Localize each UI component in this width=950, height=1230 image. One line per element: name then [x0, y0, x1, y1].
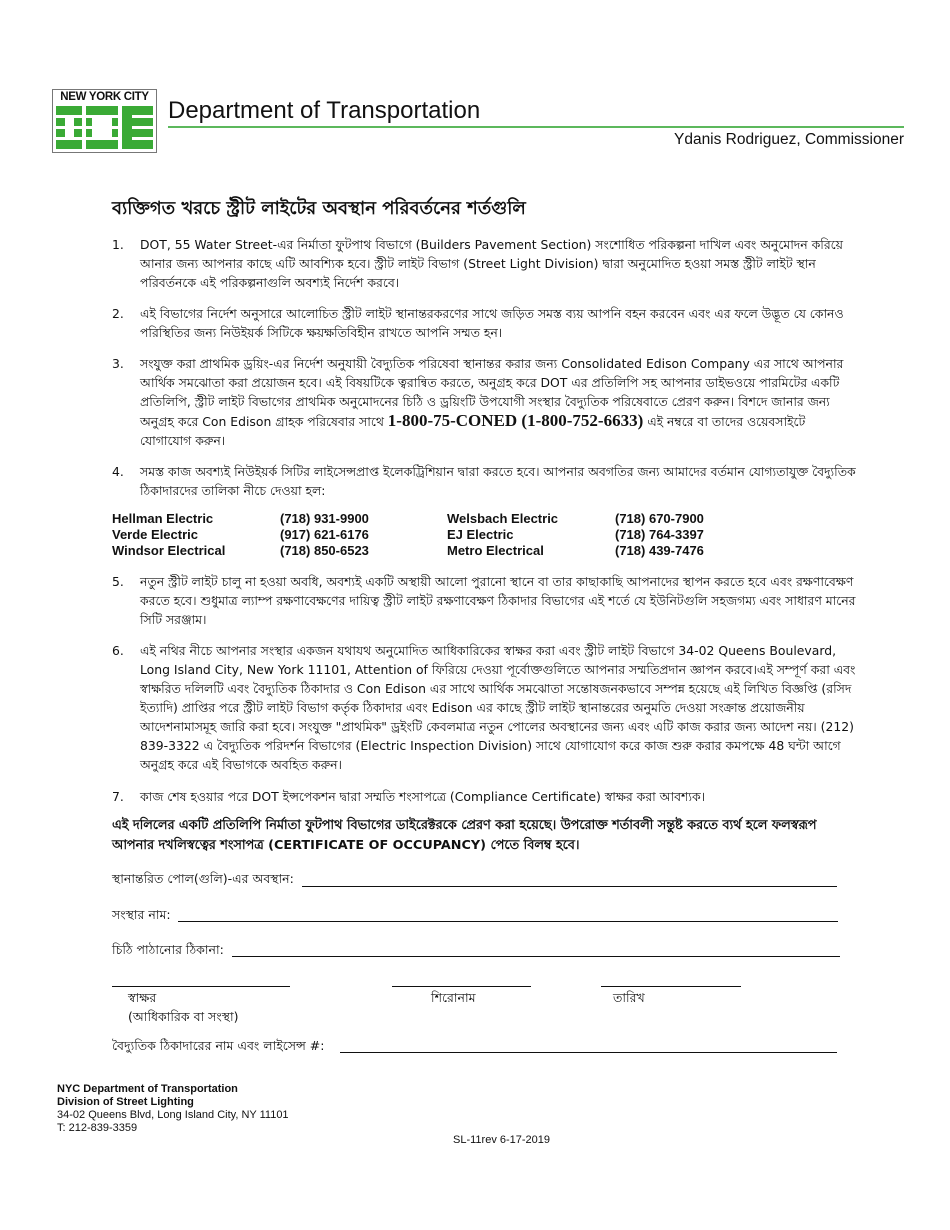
contractor-phone: (718) 931-9900 [280, 511, 369, 526]
condition-item-4 [112, 462, 857, 500]
contractor-phone: (718) 850-6523 [280, 543, 369, 558]
condition-item-2 [112, 304, 857, 342]
signature-line[interactable] [112, 986, 290, 987]
item-text: কাজ শেষ হওয়ার পরে DOT ইন্সপেকশন দ্বারা সম্মতি শংসাপত্রে (Compliance Certificate) স্বাক্ষর করা আবশ্যক। [140, 789, 706, 804]
footer-phone: T: 212-839-3359 [57, 1122, 138, 1134]
company-name-line[interactable] [178, 921, 838, 922]
contractor-name: Windsor Electrical [112, 543, 226, 558]
date-line[interactable] [601, 986, 741, 987]
item-text-body: সংযুক্ত করা প্রাথমিক ড্রয়িং-এর নির্দেশ অনুযায়ী বৈদ্যুতিক পরিষেবা স্থানান্তর করার জন্য Consolidated Edison Company এর সাথে আপনার আর্থিক সমঝোতা করা প্রয়োজন হবে। এই বিষয়টিকে ত্বরান্বিত করতে, অনুগ্রহ করে DOT এর প্রতিলিপি সহ আপনার ডাইভওয়ে পারমিটের একটি প্রতিলিপি, স্ট্রীট লাইট বিভাগের প্রাথমিক অনুমোদনের চিঠি ও ড্রয়িংটি উপযোগী সংস্থার বৈদ্যুতিক পরিষেবাতে প্রেরণ করুন। বিশদে জানার জন্য অনুগ্রহ করে Con Edison গ্রাহক পরিষেবার সাথে [140, 356, 844, 429]
department-name: Department of Transportation [168, 97, 481, 124]
contractor-phone: (718) 764-3397 [615, 527, 704, 542]
contractor-name: Welsbach Electric [447, 511, 559, 526]
item-text: DOT, 55 Water Street-এর নির্মাতা ফুটপাথ বিভাগে (Builders Pavement Section) সংশোধিত পরিকল্পনা দাখিল এবং অনুমোদন করিয়ে আনার জন্য আপনার কাছে এটি আবশ্যিক হবে। স্ট্রীট লাইট বিভাগ (Street Light Division) দ্বারা অনুমোদিত হওয়া সমস্ত স্ট্রীট লাইট স্থান পরিবর্তনকে এই পরিকল্পনাগুলি অবশ্যই নির্দেশ করবে। [140, 237, 843, 290]
contractor-phone: (917) 621-6176 [280, 527, 369, 542]
contractor-phone: (718) 439-7476 [615, 543, 704, 558]
condition-item-6 [112, 641, 857, 774]
item-number: 6. [112, 643, 124, 658]
logo-text: NEW YORK CITY [60, 91, 149, 103]
item-number: 4. [112, 464, 124, 479]
contractor-phone: (718) 670-7900 [615, 511, 704, 526]
footer-address [57, 1083, 289, 1135]
footer-street: 34-02 Queens Blvd, Long Island City, NY 11101 [57, 1109, 289, 1121]
page-title: ব্যক্তিগত খরচে স্ট্রীট লাইটের অবস্থান পরিবর্তনের শর্তগুলি [112, 198, 526, 219]
item-number: 7. [112, 789, 124, 804]
nyc-dot-logo [52, 89, 157, 153]
title-line[interactable] [392, 986, 531, 987]
contractor-name: Metro Electrical [447, 543, 544, 558]
occupancy-notice: এই দলিলের একটি প্রতিলিপি নির্মাতা ফুটপাথ বিভাগের ডাইরেক্টরকে প্রেরণ করা হয়েছে। উপরোক্ত শর্তাবলী সন্তুষ্ট করতে ব্যর্থ হলে ফলস্বরূপ আপনার দখলিস্বত্বের শংসাপত্র (CERTIFICATE OF OCCUPANCY) পেতে বিলম্ব হবে। [112, 818, 817, 853]
item-text: এই নথির নীচে আপনার সংস্থার একজন যথাযথ অনুমোদিত আধিকারিকের স্বাক্ষর করা এবং স্ট্রীট লাইট বিভাগে 34-02 Queens Boulevard, Long Island City, New York 11101, Attention of ফিরিয়ে দেওয়া পূর্বোক্তগুলিতে আপনার সম্মতিপ্রদান জ্ঞাপন করবে।এই সম্পূর্ণ করা এবং স্বাক্ষরিত দলিলটি এবং বৈদ্যুতিক ঠিকাদার ও Con Edison এর সাথে আর্থিক সমঝোতা সন্তোষজনকভাবে সম্পন্ন হয়েছে এই লিখিত বিজ্ঞপ্তি (রসিদ ইত্যাদি) প্রাপ্তির পরে স্ট্রীট লাইট বিভাগ কর্তৃক ঠিকাদার এবং Edison এর কাছে স্ট্রীট লাইট স্থানান্তরের অনুমতি দেওয়া সংক্রান্ত প্রয়োজনীয় আদেশনামাসমূহ জারি করা হবে। সংযুক্ত "প্রাথমিক" ড্রইংটি কেবলমাত্র নতুন পোলের অবস্থানের জন্য এবং এটি কাজ করার জন্য আদেশ নয়। (212) 839-3322 এ বৈদ্যুতিক পরিদর্শন বিভাগের (Electric Inspection Division) সাথে যোগাযোগ করে কাজ শুরু করার কমপক্ষে 48 ঘন্টা আগে অনুগ্রহ করে এই বিভাগকে অবহিত করুন। [140, 643, 856, 772]
contractor-name: Hellman Electric [112, 511, 214, 526]
footer-org: NYC Department of Transportation [57, 1083, 238, 1095]
contractor-license-label: বৈদ্যুতিক ঠিকাদারের নাম এবং লাইসেন্স #: [112, 1038, 325, 1053]
item-number: 2. [112, 306, 124, 321]
contractor-license-line[interactable] [340, 1052, 837, 1053]
dot-logo-mark [56, 106, 153, 149]
contractor-name: Verde Electric [112, 527, 198, 542]
mailing-address-label: চিঠি পাঠানোর ঠিকানা: [112, 942, 224, 957]
item-text [140, 354, 857, 450]
contractor-name: EJ Electric [447, 527, 514, 542]
condition-item-5 [112, 572, 857, 629]
item-number: 1. [112, 237, 124, 252]
mailing-address-line[interactable] [232, 956, 840, 957]
title-label: শিরোনাম [431, 990, 476, 1005]
commissioner: Ydanis Rodriguez, Commissioner [673, 131, 904, 148]
company-name-label: সংস্থার নাম: [112, 907, 171, 922]
con-edison-phone: 1-800-75-CONED (1-800-752-6633) [387, 411, 644, 430]
form-number: SL-11rev 6-17-2019 [453, 1134, 551, 1146]
footer-division: Division of Street Lighting [57, 1096, 194, 1108]
item-text: এই বিভাগের নির্দেশ অনুসারে আলোচিত স্ট্রীট লাইট স্থানান্তরকরণের সাথে জড়িত সমস্ত ব্যয় আপনি বহন করবেন এবং এর ফলে উদ্ভূত যে কোনও পরিস্থিতির জন্য নিউইয়র্ক সিটিকে ক্ষয়ক্ষতিবিহীন রাখতে আপনি সম্মত হন। [140, 306, 844, 340]
date-label: তারিখ [613, 990, 645, 1005]
pole-location-label: স্থানান্তরিত পোল(গুলি)-এর অবস্থান: [112, 871, 294, 886]
item-number: 5. [112, 574, 124, 589]
condition-item-1 [112, 235, 857, 292]
item-text-after: এই নম্বরে বা তাদের ওয়েবসাইটে যোগাযোগ করুন। [140, 414, 806, 448]
condition-item-3 [112, 354, 857, 450]
item-text: নতুন স্ট্রীট লাইট চালু না হওয়া অবধি, অবশ্যই একটি অস্থায়ী আলো পুরানো স্থানে বা তার কাছাকাছি আপনাদের স্থাপন করতে হবে এবং রক্ষণাবেক্ষণ করতে হবে। শুধুমাত্র ল্যাম্প রক্ষণাবেক্ষণের দায়িত্ব স্ট্রীট লাইট রক্ষণাবেক্ষণ ঠিকাদার বিভাগের এই শর্তে যে ইউনিটগুলি সহজগম্য এবং সাধারণ মানের সিটি সরঞ্জাম। [140, 574, 856, 627]
header-rule [168, 126, 904, 128]
signature-label: স্বাক্ষর (আধিকারিক বা সংস্থা) [128, 990, 239, 1024]
condition-item-7 [112, 787, 857, 806]
item-number: 3. [112, 356, 124, 371]
pole-location-line[interactable] [302, 886, 837, 887]
item-text: সমস্ত কাজ অবশ্যই নিউইয়র্ক সিটির লাইসেন্সপ্রাপ্ত ইলেকট্রিশিয়ান দ্বারা করতে হবে। আপনার অবগতির জন্য আমাদের বর্তমান যোগ্যতাযুক্ত বৈদ্যুতিক ঠিকাদারদের তালিকা নীচে দেওয়া হল: [140, 464, 856, 498]
